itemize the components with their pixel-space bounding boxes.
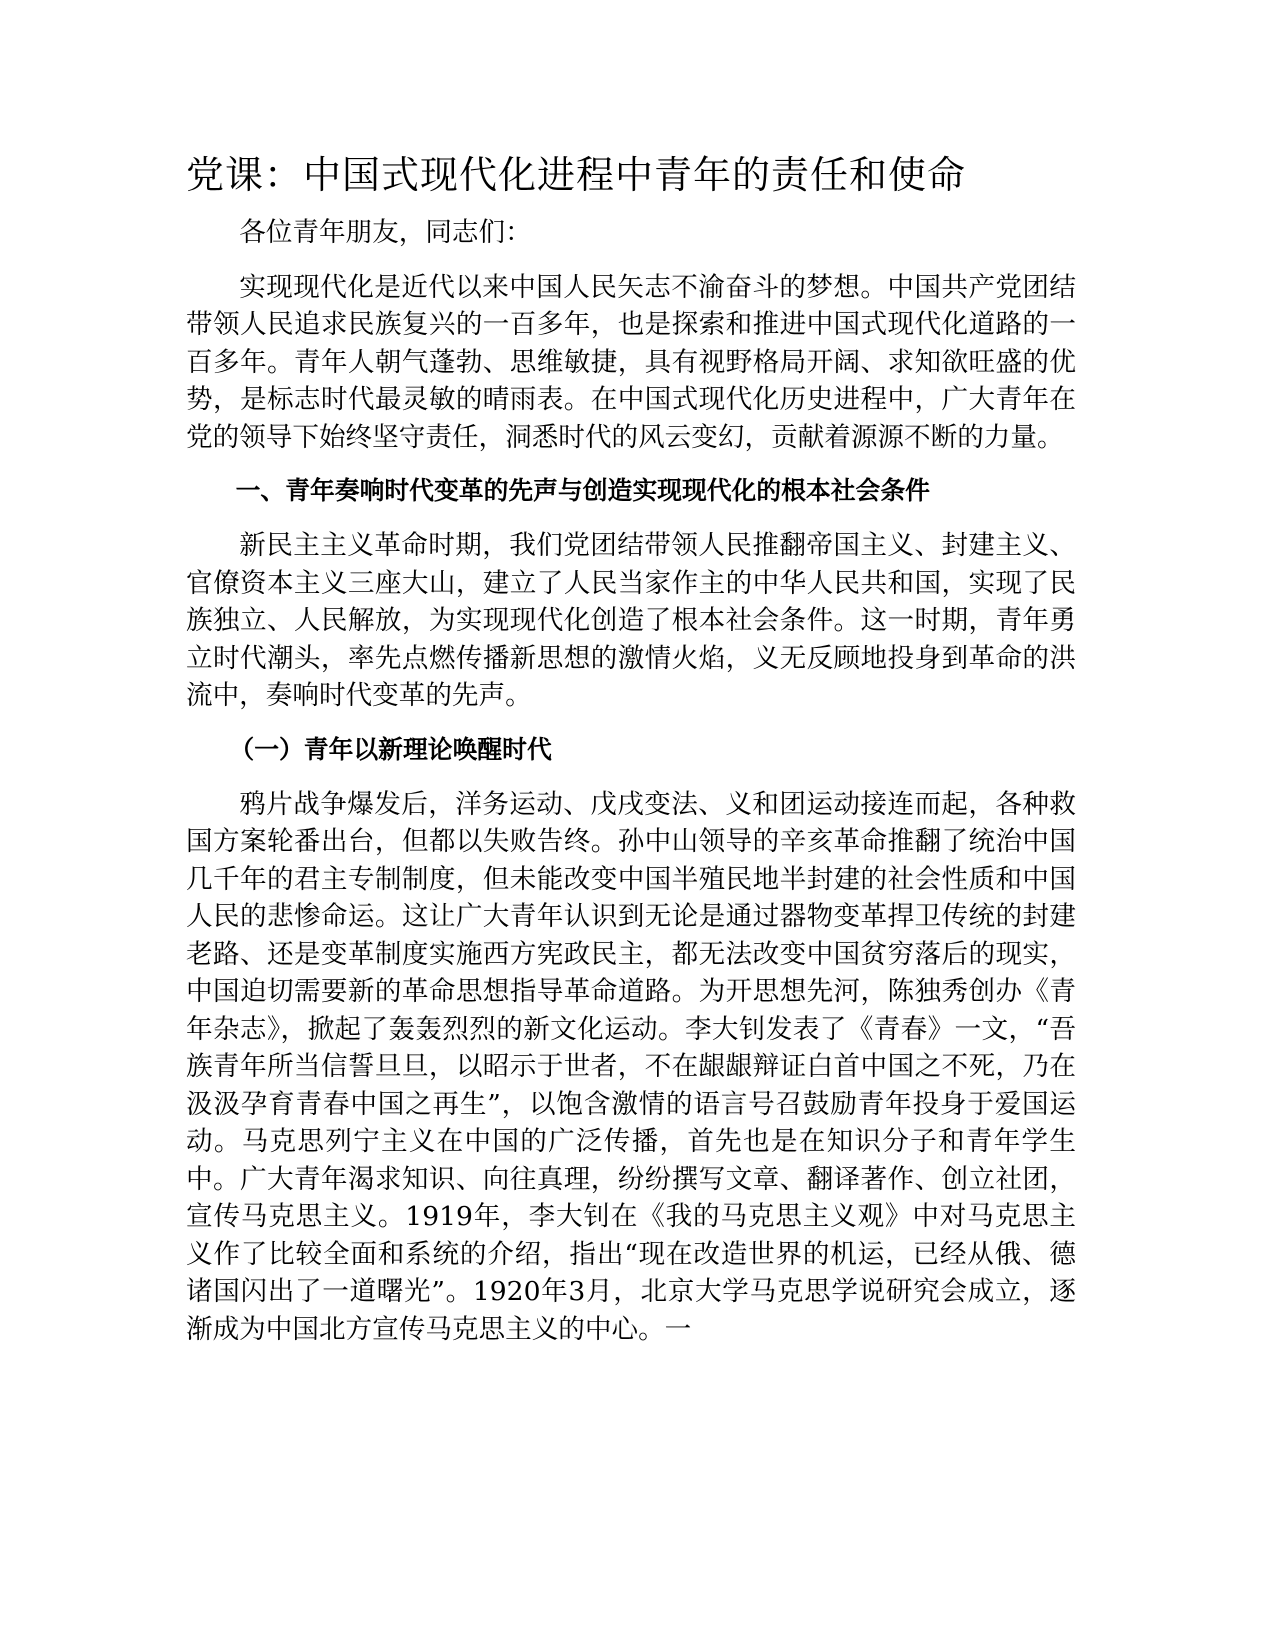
subsection-heading-1: （一）青年以新理论唤醒时代 bbox=[229, 734, 552, 764]
intro-paragraph: 实现现代化是近代以来中国人民矢志不渝奋斗的梦想。中国共产党团结带领人民追求民族复兴的一百多年，也是探索和推进中国式现代化道路的一百多年。青年人朝气蓬勃、思维敏捷，具有视野格局开阔、求知欲旺盛的优势，是标志时代最灵敏的晴雨表。在中国式现代化历史进程中，广大青年在党的领导下始终坚守责任，洞悉时代的风云变幻，贡献着源源不断的力量。 bbox=[186, 271, 1076, 453]
section-heading-1: 一、青年奏响时代变革的先声与创造实现现代化的根本社会条件 bbox=[235, 476, 930, 505]
salutation: 各位青年朋友，同志们： bbox=[239, 217, 532, 248]
subsection-1-paragraph: 鸦片战争爆发后，洋务运动、戊戌变法、义和团运动接连而起，各种救国方案轮番出台，但都以失败告终。孙中山领导的辛亥革命推翻了统治中国几千年的君主专制制度，但未能改变中国半殖民地半封建的社会性质和中国人民的悲惨命运。这让广大青年认识到无论是通过器物变革捍卫传统的封建老路、还是变革制度实施西方宪政民主，都无法改变中国贫穷落后的现实，中国迫切需要新的革命思想指导革命道路。为开思想先河，陈独秀创办《青年杂志》，掀起了轰轰烈烈的新文化运动。李大钊发表了《青春》一文，“吾族青年所当信誓旦旦，以昭示于世者，不在龈龈辩证白首中国之不死，乃在汲汲孕育青春中国之再生”，以饱含激情的语言号召鼓励青年投身于爱国运动。马克思列宁主义在中国的广泛传播，首先也是在知识分子和青年学生中。广大青年渴求知识、向往真理，纷纷撰写文章、翻译著作、创立社团，宣传马克思主义。1919年，李大钊在《我的马克思主义观》中对马克思主义作了比较全面和系统的介绍，指出“现在改造世界的机运，已经从俄、德诸国闪出了一道曙光”。1920年3月，北京大学马克思学说研究会成立，逐渐成为中国北方宣传马克思主义的中心。一 bbox=[186, 788, 1076, 1345]
section-1-paragraph: 新民主主义革命时期，我们党团结带领人民推翻帝国主义、封建主义、官僚资本主义三座大山，建立了人民当家作主的中华人民共和国，实现了民族独立、人民解放，为实现现代化创造了根本社会条件。这一时期，青年勇立时代潮头，率先点燃传播新思想的激情火焰，义无反顾地投身到革命的洪流中，奏响时代变革的先声。 bbox=[186, 530, 1076, 711]
document-title: 党课：中国式现代化进程中青年的责任和使命 bbox=[186, 153, 967, 197]
document-page bbox=[186, 150, 1076, 1365]
